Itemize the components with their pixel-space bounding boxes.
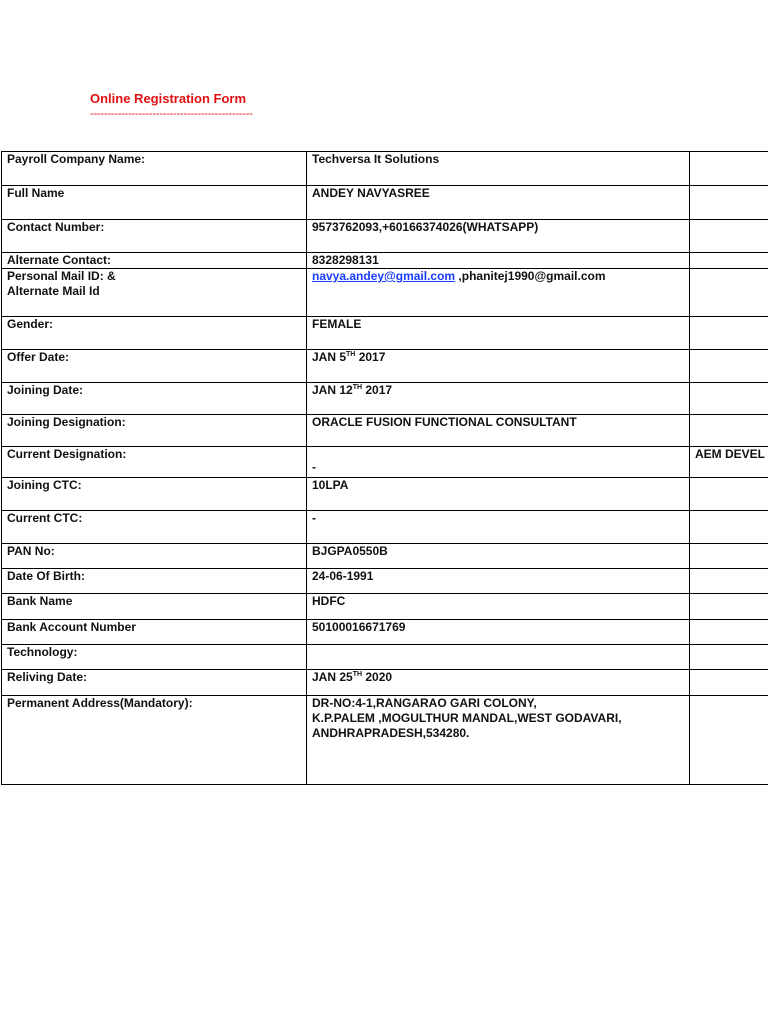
table-row <box>2 186 768 220</box>
table-row <box>2 152 768 186</box>
field-label: Bank Account Number <box>2 620 307 645</box>
field-value: Techversa It Solutions <box>307 152 690 186</box>
field-extra <box>690 594 768 620</box>
field-label: Full Name <box>2 186 307 220</box>
address-line: K.P.PALEM ,MOGULTHUR MANDAL,WEST GODAVARI, <box>312 711 622 725</box>
field-extra <box>690 569 768 594</box>
field-label: Joining Designation: <box>2 415 307 447</box>
field-extra <box>690 383 768 415</box>
field-value <box>307 645 690 670</box>
field-value <box>307 670 690 696</box>
field-extra <box>690 511 768 544</box>
field-value: 9573762093,+60166374026(WHATSAPP) <box>307 220 690 253</box>
table-row <box>2 253 768 269</box>
table-row <box>2 447 768 478</box>
field-label: Contact Number: <box>2 220 307 253</box>
field-value: ANDEY NAVYASREE <box>307 186 690 220</box>
date-suffix: TH <box>352 384 363 391</box>
field-value: FEMALE <box>307 317 690 350</box>
field-extra <box>690 620 768 645</box>
field-value: 50100016671769 <box>307 620 690 645</box>
date-text: JAN 25 <box>312 670 353 684</box>
field-extra: AEM DEVEL <box>690 447 768 478</box>
alternate-email: ,phanitej1990@gmail.com <box>455 269 606 283</box>
field-value <box>307 383 690 415</box>
table-row <box>2 645 768 670</box>
date-year: 2020 <box>362 670 393 684</box>
field-label: Joining Date: <box>2 383 307 415</box>
field-value: 8328298131 <box>307 253 690 269</box>
email-link[interactable]: navya.andey@gmail.com <box>312 269 456 283</box>
table-row <box>2 220 768 253</box>
field-label: Alternate Contact: <box>2 253 307 269</box>
field-label <box>2 269 307 317</box>
field-extra <box>690 696 768 785</box>
field-label: Current Designation: <box>2 447 307 478</box>
field-value: HDFC <box>307 594 690 620</box>
field-label: Date Of Birth: <box>2 569 307 594</box>
field-value <box>307 696 690 785</box>
field-extra <box>690 220 768 253</box>
field-value-text: - <box>312 460 316 474</box>
table-row <box>2 594 768 620</box>
form-title: Online Registration Form <box>90 91 247 106</box>
table-row <box>2 383 768 415</box>
field-extra <box>690 670 768 696</box>
field-label: Reliving Date: <box>2 670 307 696</box>
field-label: Payroll Company Name: <box>2 152 307 186</box>
field-extra <box>690 544 768 569</box>
field-value <box>307 447 690 478</box>
field-label: PAN No: <box>2 544 307 569</box>
table-row <box>2 415 768 447</box>
registration-table <box>1 151 768 785</box>
date-year: 2017 <box>362 383 393 397</box>
field-label: Offer Date: <box>2 350 307 383</box>
table-row <box>2 544 768 569</box>
address-line: DR-NO:4-1,RANGARAO GARI COLONY, <box>312 696 537 710</box>
field-label: Permanent Address(Mandatory): <box>2 696 307 785</box>
field-extra <box>690 253 768 269</box>
field-label: Gender: <box>2 317 307 350</box>
table-row <box>2 569 768 594</box>
field-label: Bank Name <box>2 594 307 620</box>
table-row <box>2 350 768 383</box>
date-text: JAN 5 <box>312 350 347 364</box>
table-row <box>2 511 768 544</box>
field-label-line: Personal Mail ID: & <box>7 269 116 283</box>
field-extra <box>690 478 768 511</box>
field-value: BJGPA0550B <box>307 544 690 569</box>
field-label: Current CTC: <box>2 511 307 544</box>
table-row <box>2 269 768 317</box>
table-row <box>2 620 768 645</box>
field-label: Technology: <box>2 645 307 670</box>
date-suffix: TH <box>352 671 363 678</box>
table-row <box>2 670 768 696</box>
title-underline: ----------------------------------------------- <box>90 108 253 120</box>
field-label-line: Alternate Mail Id <box>7 284 100 298</box>
field-value: 24-06-1991 <box>307 569 690 594</box>
field-value <box>307 269 690 317</box>
field-extra <box>690 415 768 447</box>
table-row <box>2 317 768 350</box>
field-extra <box>690 186 768 220</box>
date-text: JAN 12 <box>312 383 353 397</box>
field-extra <box>690 269 768 317</box>
field-extra <box>690 317 768 350</box>
date-year: 2017 <box>355 350 386 364</box>
field-value <box>307 350 690 383</box>
field-extra <box>690 350 768 383</box>
date-suffix: TH <box>346 351 356 358</box>
table-row <box>2 478 768 511</box>
field-value: ORACLE FUSION FUNCTIONAL CONSULTANT <box>307 415 690 447</box>
address-line: ANDHRAPRADESH,534280. <box>312 726 470 740</box>
field-label: Joining CTC: <box>2 478 307 511</box>
table-row <box>2 696 768 785</box>
field-extra <box>690 152 768 186</box>
field-value: 10LPA <box>307 478 690 511</box>
field-extra <box>690 645 768 670</box>
field-value: - <box>307 511 690 544</box>
